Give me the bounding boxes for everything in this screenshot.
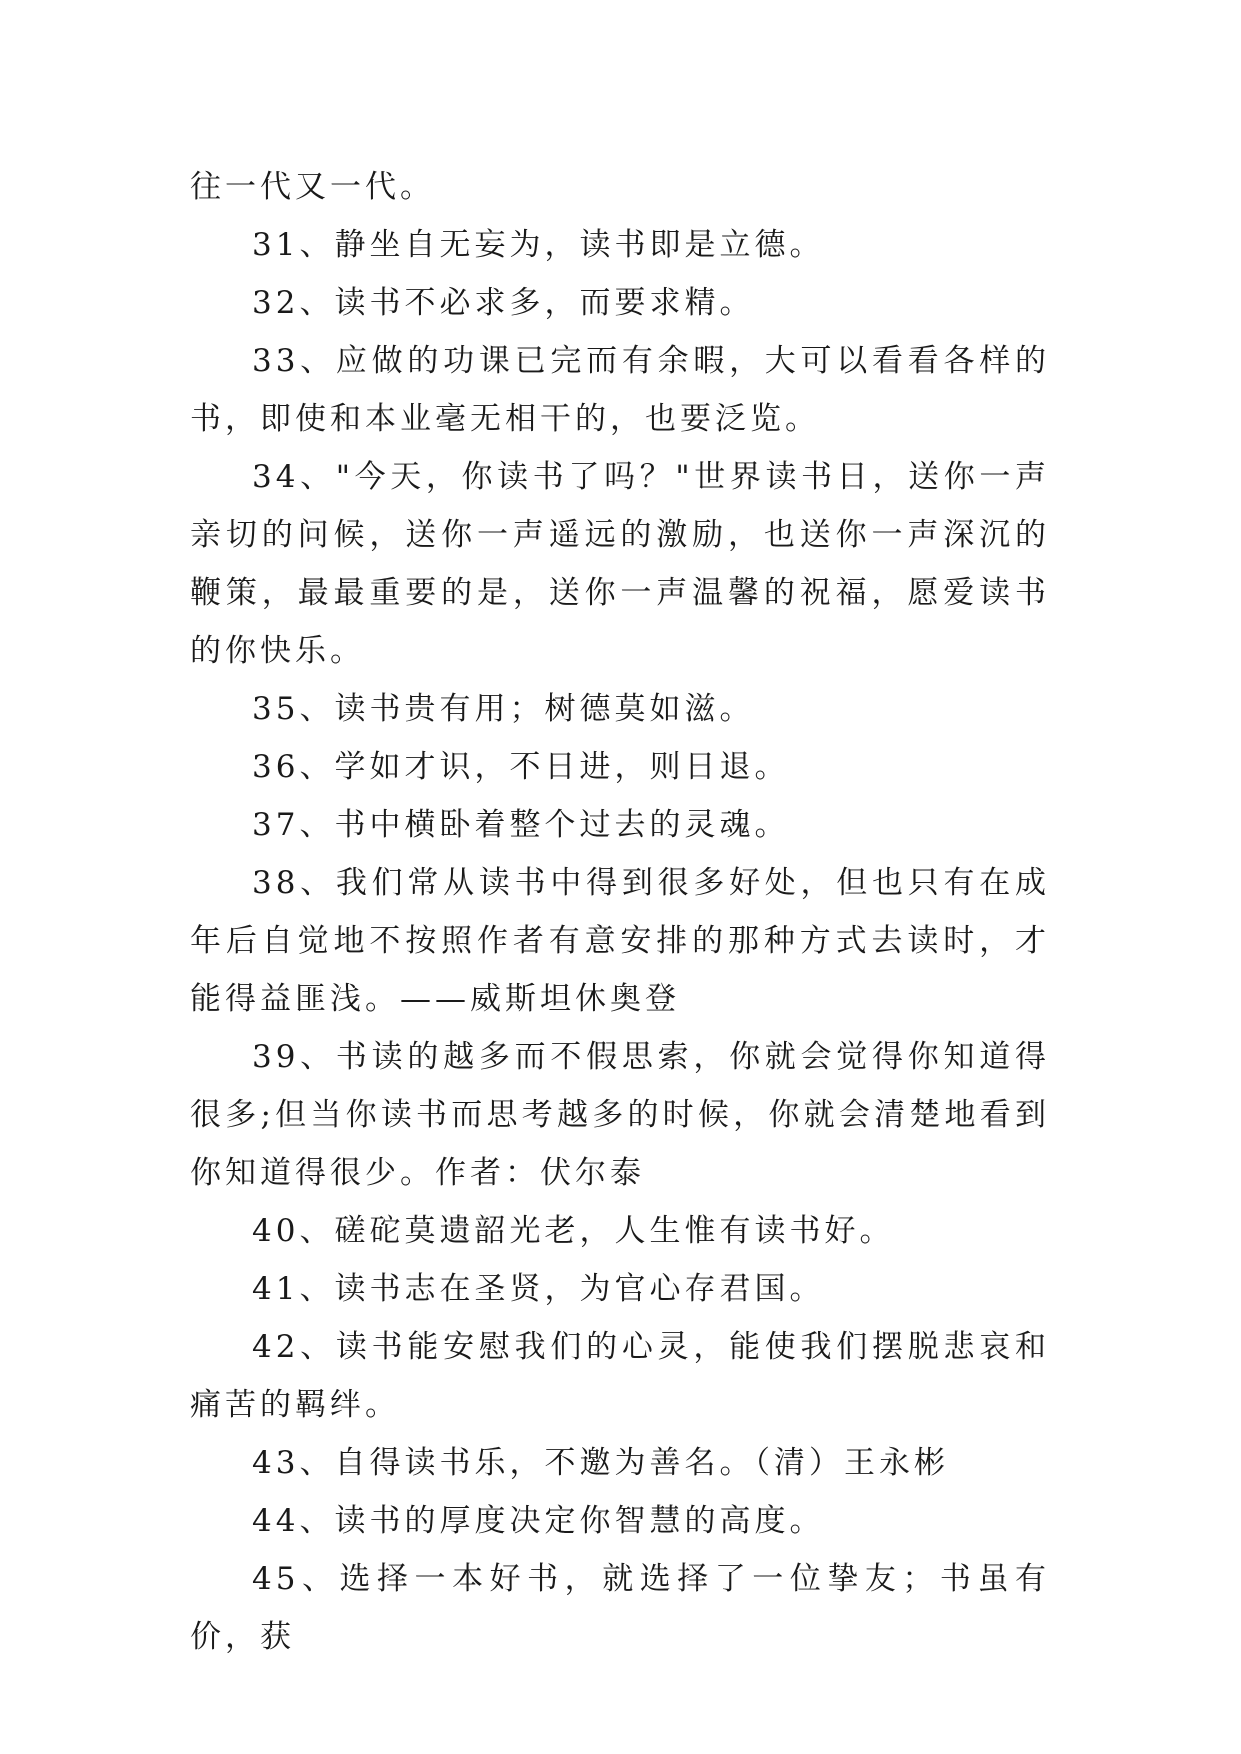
paragraph: 往一代又一代。 (190, 169, 435, 205)
quote-40: 40、磋砣莫遗韶光老，人生惟有读书好。 (252, 1213, 895, 1249)
document-page (190, 158, 1050, 1666)
quote-39: 39、书读的越多而不假思索，你就会觉得你知道得很多;但当你读书而思考越多的时候，你就会清楚地看到你知道得很少。作者：伏尔泰 (190, 1039, 1050, 1191)
quote-31: 31、静坐自无妄为，读书即是立德。 (252, 227, 825, 263)
quote-35: 35、读书贵有用；树德莫如滋。 (252, 691, 755, 727)
quote-33: 33、应做的功课已完而有余暇，大可以看看各样的书，即使和本业毫无相干的，也要泛览。 (190, 343, 1050, 437)
quote-32: 32、读书不必求多，而要求精。 (252, 285, 755, 321)
quote-36: 36、学如才识，不日进，则日退。 (252, 749, 790, 785)
quote-34: 34、"今天，你读书了吗？"世界读书日，送你一声亲切的问候，送你一声遥远的激励，也送你一声深沉的鞭策，最最重要的是，送你一声温馨的祝福，愿爱读书的你快乐。 (190, 459, 1050, 669)
quote-42: 42、读书能安慰我们的心灵，能使我们摆脱悲哀和痛苦的羁绊。 (190, 1329, 1050, 1423)
quote-45: 45、选择一本好书，就选择了一位挚友；书虽有价，获 (190, 1561, 1050, 1655)
quote-37: 37、书中横卧着整个过去的灵魂。 (252, 807, 790, 843)
quote-41: 41、读书志在圣贤，为官心存君国。 (252, 1271, 825, 1307)
quote-43: 43、自得读书乐，不邀为善名。（清）王永彬 (252, 1445, 949, 1481)
quote-44: 44、读书的厚度决定你智慧的高度。 (252, 1503, 825, 1539)
quote-38: 38、我们常从读书中得到很多好处，但也只有在成年后自觉地不按照作者有意安排的那种方式去读时，才能得益匪浅。——威斯坦休奥登 (190, 865, 1050, 1017)
